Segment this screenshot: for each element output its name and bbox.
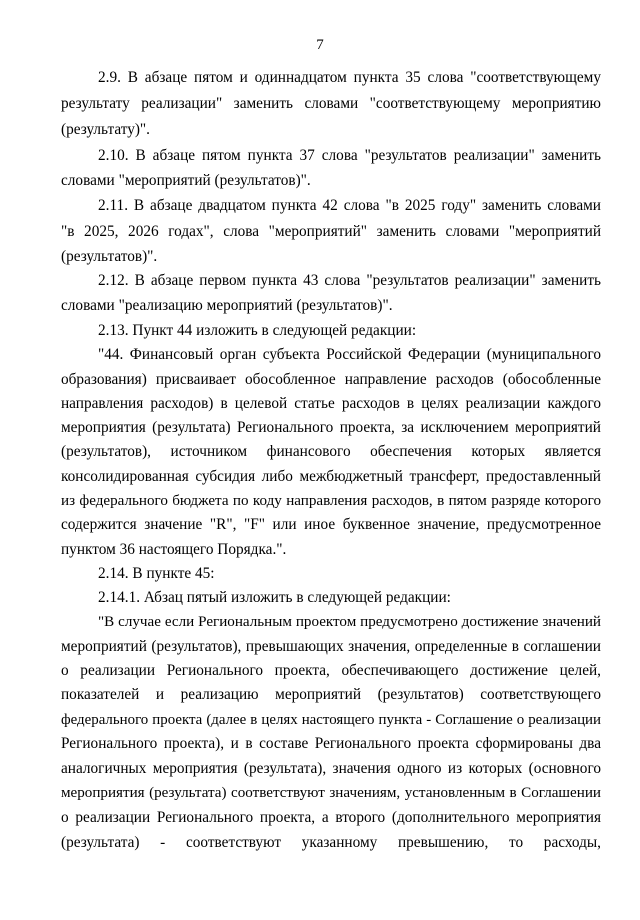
text-line: консолидированная субсидия либо межбюджетный трансферт, предоставленный [61, 468, 601, 485]
text-line: 2.11. В абзаце двадцатом пункта 42 слова "в 2025 году" заменить словами [98, 197, 601, 214]
page-number: 7 [316, 37, 324, 53]
text-line: "В случае если Региональным проектом предусмотрено достижение значений [98, 614, 601, 630]
text-line: Регионального проекта), и в составе Регионального проекта сформированы два [61, 735, 601, 752]
text-line: 2.12. В абзаце первом пункта 43 слова "результатов реализации" заменить [98, 272, 601, 289]
text-line: пунктом 36 настоящего Порядка.". [61, 541, 287, 558]
text-line: показателей и реализацию мероприятий (результатов) соответствующего [61, 686, 601, 703]
text-line: словами "мероприятий (результатов)". [61, 172, 311, 189]
text-line: федерального проекта (далее в целях настоящего пункта - Соглашение о реализации [61, 712, 601, 728]
text-line: 2.14. В пункте 45: [98, 565, 215, 582]
text-line: результату реализации" заменить словами "соответствующему мероприятию [61, 95, 601, 112]
text-line: "в 2025, 2026 годах", слова "мероприятий" заменить словами "мероприятий [61, 223, 601, 240]
text-line: 2.9. В абзаце пятом и одиннадцатом пункта 35 слова "соответствующему [98, 69, 601, 86]
text-line: (результатов), источником финансового обеспечения которых является [61, 443, 601, 460]
text-line: о реализации Регионального проекта, а второго (дополнительного мероприятия [61, 809, 601, 826]
text-line: (результата) - соответствуют указанному превышению, то расходы, [61, 834, 601, 851]
text-line: мероприятия (результата) соответствуют значениям, установленным в Соглашении [61, 785, 601, 801]
text-line: из федерального бюджета по коду направления расходов, в пятом разряде которого [61, 493, 601, 509]
text-line: направления расходов) в целевой статье расходов в целях реализации каждого [61, 395, 601, 412]
text-line: мероприятий (результатов), превышающих значения, определенные в соглашении [61, 638, 601, 655]
text-line: образования) присваивает обособленное направление расходов (обособленные [61, 371, 601, 388]
text-line: (результатов)". [61, 248, 158, 265]
text-line: (результату)". [61, 121, 151, 138]
text-line: содержится значение "R", "F" или иное буквенное значение, предусмотренное [61, 516, 601, 533]
text-line: 2.10. В абзаце пятом пункта 37 слова "результатов реализации" заменить [98, 147, 601, 164]
text-line: мероприятия (результата) Регионального проекта, за исключением мероприятий [61, 419, 601, 436]
text-line: словами "реализацию мероприятий (результатов)". [61, 297, 393, 314]
text-line: "44. Финансовый орган субъекта Российской Федерации (муниципального [98, 346, 601, 363]
text-line: 2.14.1. Абзац пятый изложить в следующей редакции: [98, 589, 451, 606]
text-line: о реализации Регионального проекта, обеспечивающего достижение целей, [61, 662, 601, 679]
text-line: 2.13. Пункт 44 изложить в следующей редакции: [98, 322, 417, 339]
text-line: аналогичных мероприятия (результата), значения одного из которых (основного [61, 760, 601, 777]
